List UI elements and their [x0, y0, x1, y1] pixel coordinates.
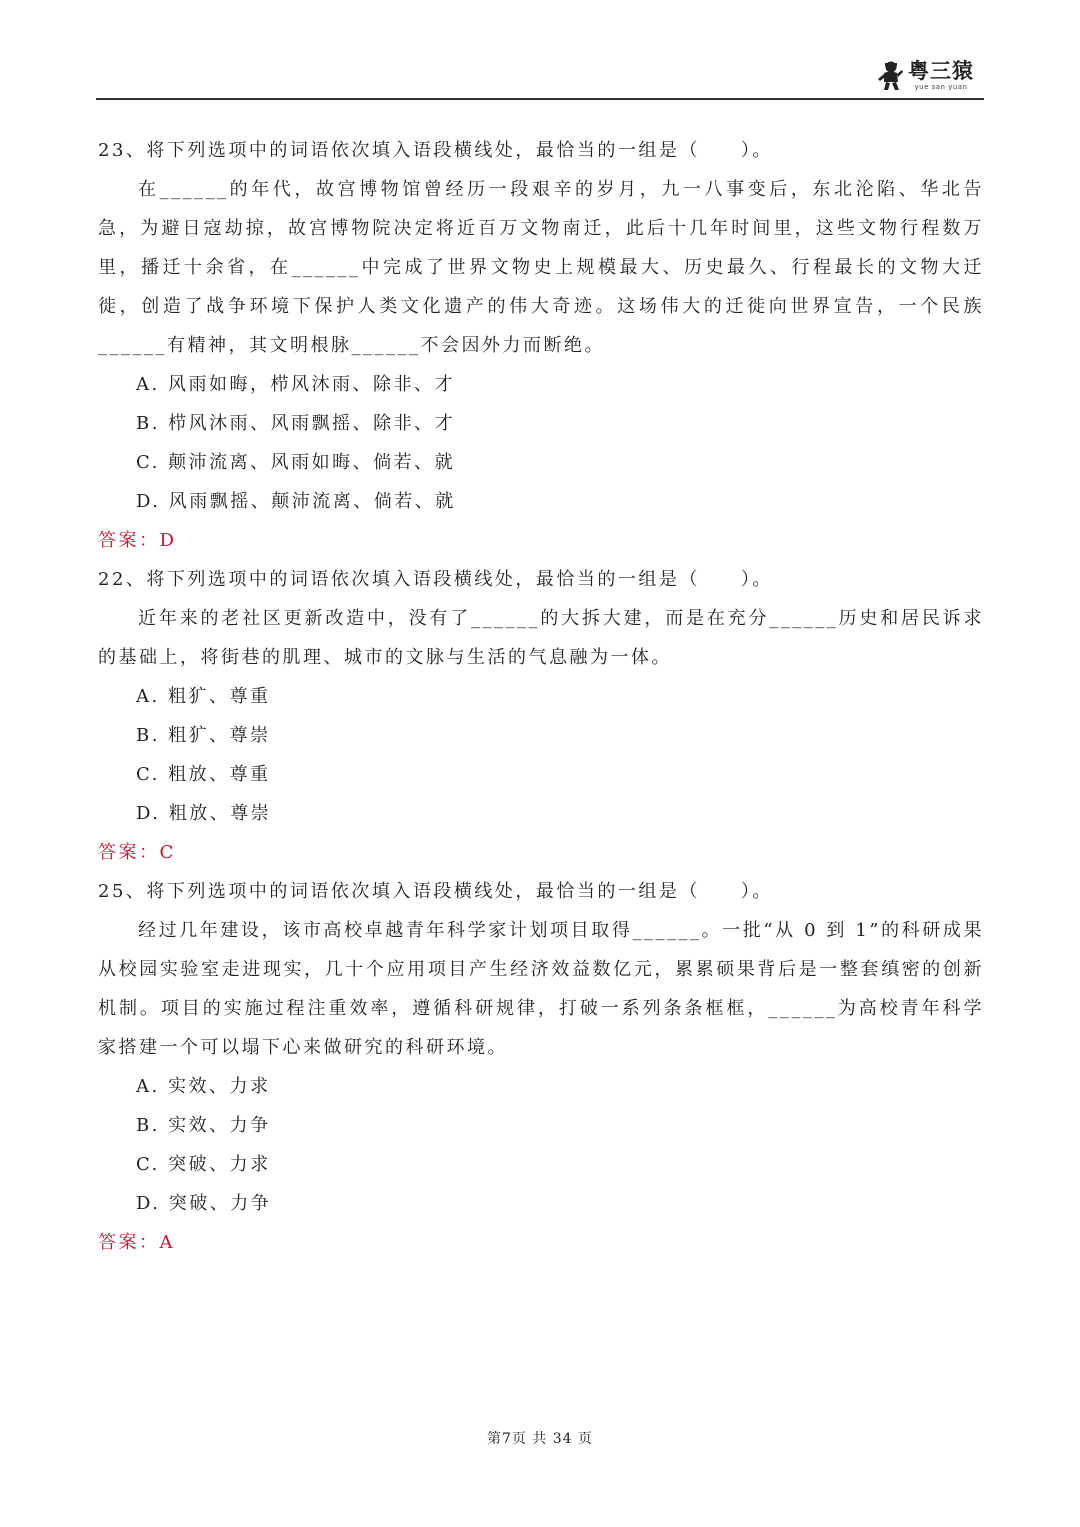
question-passage: 近年来的老社区更新改造中，没有了______的大拆大建，而是在充分______历史和居民诉求的基础上，将街巷的肌理、城市的文脉与生活的气息融为一体。 — [98, 608, 984, 668]
answer-key: 答案：C — [98, 842, 176, 863]
answer-key: 答案：D — [98, 530, 177, 551]
option-d: D. 突破、力争 — [136, 1193, 272, 1214]
option-a: A. 风雨如晦，栉风沐雨、除非、才 — [136, 374, 455, 395]
questions-container — [98, 131, 984, 1262]
option-d: D. 风雨飘摇、颠沛流离、倘若、就 — [136, 491, 456, 512]
question-title: 23、将下列选项中的词语依次填入语段横线处，最恰当的一组是（ ）。 — [98, 140, 773, 161]
logo-pinyin-name: yue san yuan — [914, 83, 968, 91]
logo-chinese-name: 粤三猿 — [908, 59, 974, 83]
option-list — [98, 365, 984, 521]
question-passage: 在______的年代，故宫博物馆曾经历一段艰辛的岁月，九一八事变后，东北沦陷、华北告急，为避日寇劫掠，故宫博物院决定将近百万文物南迁，此后十几年时间里，这些文物行程数万里，播迁十余省，在______中完成了世界文物史上规模最大、历史最久、行程最长的文物大迁徙，创造了战争环境下保护人类文化遗产的伟大奇迹。这场伟大的迁徙向世界宣告，一个民族______有精神，其文明根脉______不会因外力而断绝。 — [98, 179, 984, 356]
option-a: A. 粗犷、尊重 — [136, 686, 271, 707]
header-divider — [96, 98, 984, 100]
option-list — [98, 677, 984, 833]
option-d: D. 粗放、尊崇 — [136, 803, 272, 824]
monkey-mascot-icon — [876, 60, 904, 92]
option-b: B. 粗犷、尊崇 — [136, 725, 271, 746]
option-b: B. 实效、力争 — [136, 1115, 271, 1136]
brand-logo — [876, 58, 974, 94]
option-b: B. 栉风沐雨、风雨飘摇、除非、才 — [136, 413, 456, 434]
page-number: 第7页 共 34 页 — [486, 1431, 594, 1447]
option-c: C. 粗放、尊重 — [136, 764, 271, 785]
option-list — [98, 1067, 984, 1223]
question-passage: 经过几年建设，该市高校卓越青年科学家计划项目取得______。一批“从 0 到 1”的科研成果从校园实验室走进现实，几十个应用项目产生经济效益数亿元，累累硕果背后是一整套缜密的创新机制。项目的实施过程注重效率，遵循科研规律，打破一系列条条框框，______为高校青年科学家搭建一个可以塌下心来做研究的科研环境。 — [98, 920, 984, 1058]
option-c: C. 颠沛流离、风雨如晦、倘若、就 — [136, 452, 456, 473]
question-title: 22、将下列选项中的词语依次填入语段横线处，最恰当的一组是（ ）。 — [98, 569, 773, 590]
option-c: C. 突破、力求 — [136, 1154, 271, 1175]
page-footer — [0, 1428, 1080, 1448]
question-title: 25、将下列选项中的词语依次填入语段横线处，最恰当的一组是（ ）。 — [98, 881, 773, 902]
answer-key: 答案：A — [98, 1232, 175, 1253]
page-header — [96, 56, 984, 100]
option-a: A. 实效、力求 — [136, 1076, 271, 1097]
